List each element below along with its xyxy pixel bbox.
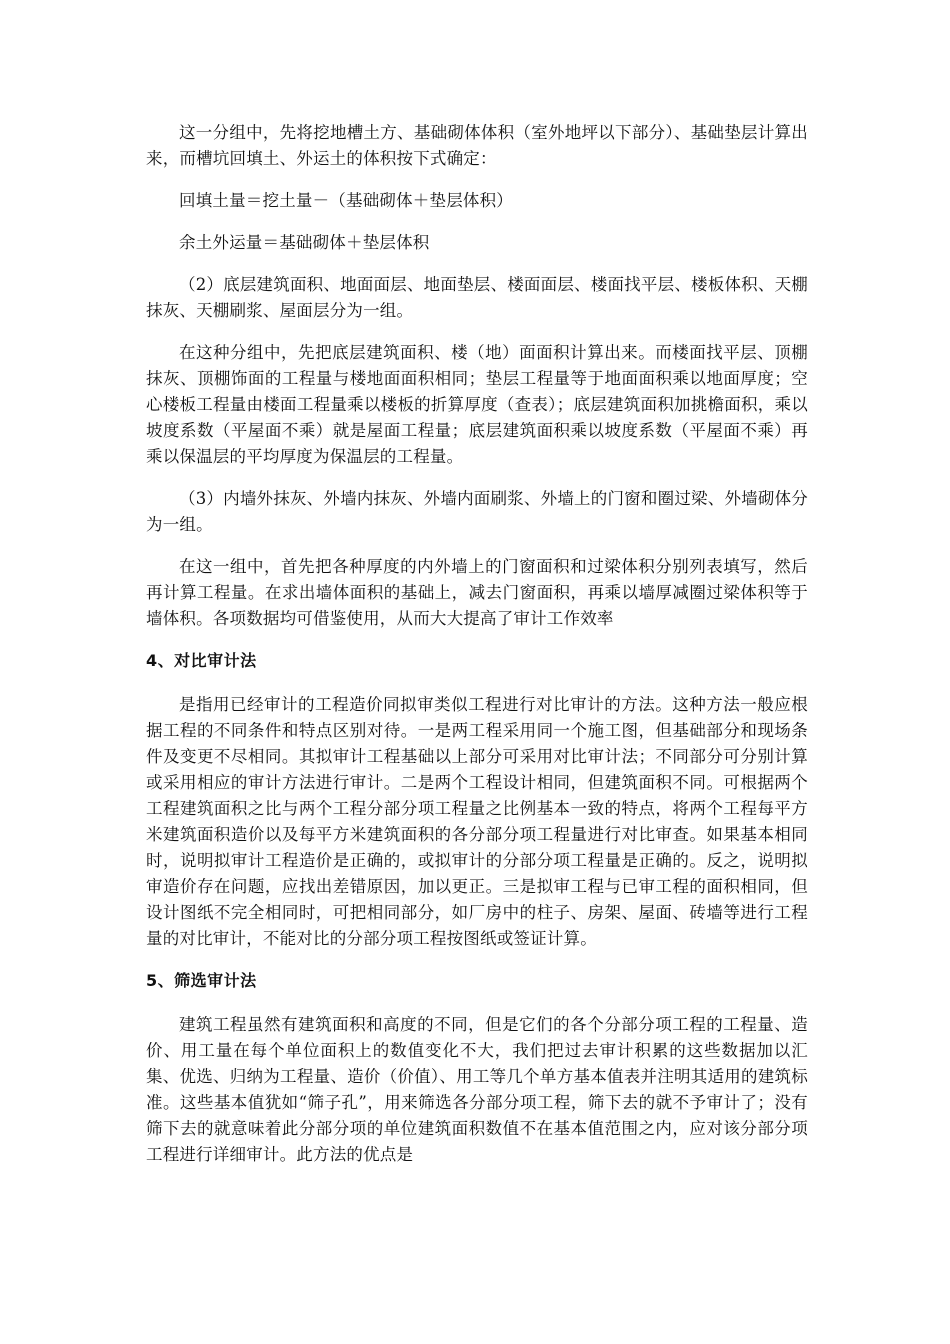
- section-heading: 5、筛选审计法: [146, 971, 257, 990]
- paragraph: 在这种分组中，先把底层建筑面积、楼（地）面面积计算出来。而楼面找平层、顶棚抹灰、顶棚饰面的工程量与楼地面面积相同；垫层工程量等于地面面积乘以地面厚度；空心楼板工程量由楼面工程量乘以楼板的折算厚度（查表）；底层建筑面积加挑檐面积，乘以坡度系数（平屋面不乘）就是屋面工程量；底层建筑面积乘以坡度系数（平屋面不乘）再乘以保温层的平均厚度为保温层的工程量。: [146, 343, 808, 466]
- paragraph: （3）内墙外抹灰、外墙内抹灰、外墙内面刷浆、外墙上的门窗和圈过梁、外墙砌体分为一组。: [146, 489, 808, 534]
- paragraph: （2）底层建筑面积、地面面层、地面垫层、楼面面层、楼面找平层、楼板体积、天棚抹灰、天棚刷浆、屋面层分为一组。: [146, 275, 808, 320]
- paragraph: 建筑工程虽然有建筑面积和高度的不同，但是它们的各个分部分项工程的工程量、造价、用工量在每个单位面积上的数值变化不大，我们把过去审计积累的这些数据加以汇集、优选、归纳为工程量、造价（价值）、用工等几个单方基本值表并注明其适用的建筑标准。这些基本值犹如“筛子孔”，用来筛选各分部分项工程，筛下去的就不予审计了；没有筛下去的就意味着此分部分项的单位建筑面积数值不在基本值范围之内，应对该分部分项工程进行详细审计。此方法的优点是: [146, 1015, 808, 1164]
- formula-surplus-soil: 余土外运量＝基础砌体＋垫层体积: [179, 233, 430, 252]
- paragraph: 是指用已经审计的工程造价同拟审类似工程进行对比审计的方法。这种方法一般应根据工程的不同条件和特点区别对待。一是两工程采用同一个施工图，但基础部分和现场条件及变更不尽相同。其拟审计工程基础以上部分可采用对比审计法；不同部分可分别计算或采用相应的审计方法进行审计。二是两个工程设计相同，但建筑面积不同。可根据两个工程建筑面积之比与两个工程分部分项工程量之比例基本一致的特点，将两个工程每平方米建筑面积造价以及每平方米建筑面积的各分部分项工程量进行对比审查。如果基本相同时，说明拟审计工程造价是正确的，或拟审计的分部分项工程量是正确的。反之，说明拟审造价存在问题，应找出差错原因，加以更正。三是拟审工程与已审工程的面积相同，但设计图纸不完全相同时，可把相同部分，如厂房中的柱子、房架、屋面、砖墙等进行工程量的对比审计，不能对比的分部分项工程按图纸或签证计算。: [146, 695, 808, 948]
- document-body: [146, 120, 808, 1184]
- paragraph: 这一分组中，先将挖地槽土方、基础砌体体积（室外地坪以下部分）、基础垫层计算出来，而槽坑回填土、外运土的体积按下式确定：: [146, 123, 808, 168]
- paragraph: 在这一组中，首先把各种厚度的内外墙上的门窗面积和过梁体积分别列表填写，然后再计算工程量。在求出墙体面积的基础上，减去门窗面积，再乘以墙厚减圈过梁体积等于墙体积。各项数据均可借鉴使用，从而大大提高了审计工作效率: [146, 557, 808, 628]
- section-heading: 4、对比审计法: [146, 651, 257, 670]
- formula-backfill: 回填土量＝挖土量－（基础砌体＋垫层体积）: [179, 191, 513, 210]
